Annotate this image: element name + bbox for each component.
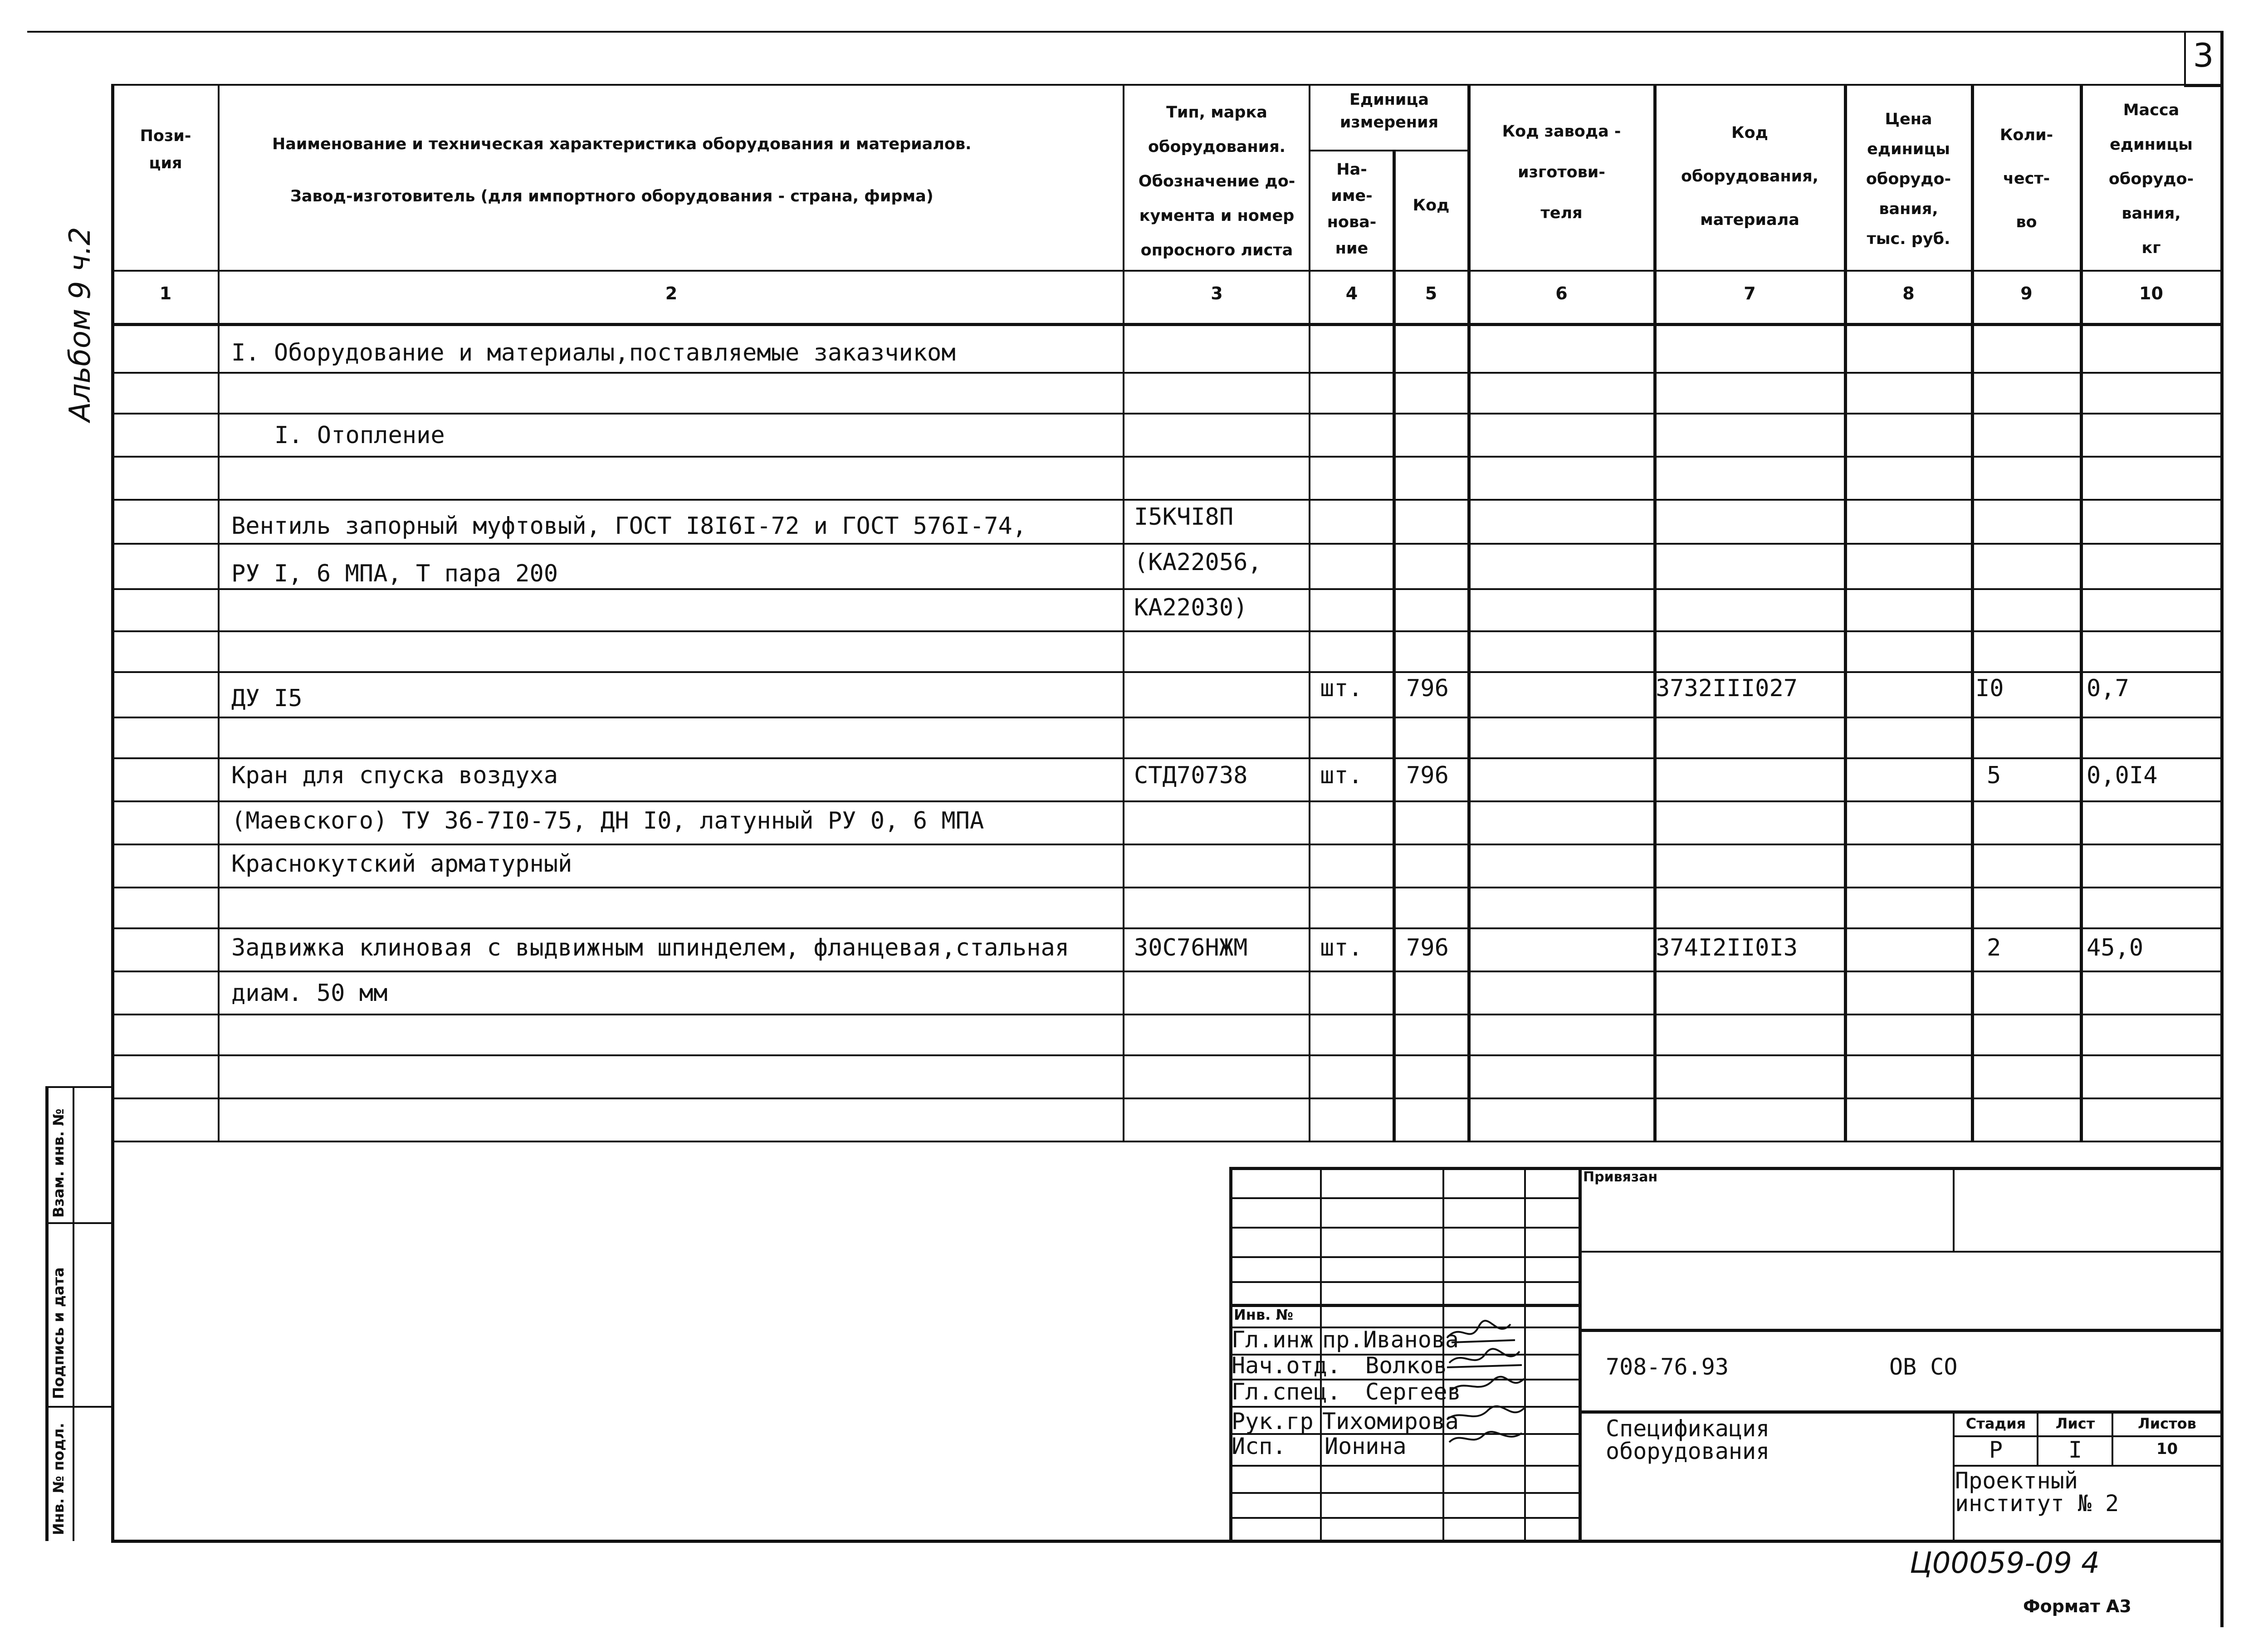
right-border [2220, 31, 2224, 1627]
column-number: 7 [1744, 283, 1756, 303]
item-name: Задвижка клиновая с выдвижным шпинделем, фланцевая,стальная [231, 934, 1070, 961]
header-equipment-code: Код оборудования, материала [1681, 124, 1818, 229]
frame-bottom [111, 1540, 2220, 1543]
item-quantity: 5 [1987, 762, 2001, 789]
sheet-value: I [2068, 1437, 2082, 1463]
format-label: Формат А3 [2023, 1596, 2131, 1616]
column-number: 1 [159, 283, 172, 303]
col-divider [218, 84, 220, 1141]
stage-label: Стадия [1965, 1415, 2026, 1432]
header-unit-group: Единица измерения [1339, 91, 1439, 132]
titleblock-row [1579, 1329, 2220, 1332]
row-line [111, 588, 2220, 590]
staff-role: Нач.отд. [1232, 1352, 1341, 1379]
item-type: 30С76НЖМ [1134, 934, 1248, 961]
document-mark: ОВ СО [1889, 1354, 1958, 1380]
titleblock-divider [1579, 1167, 1582, 1541]
item-unit-code: 796 [1406, 934, 1449, 961]
sheet-label: Лист [2055, 1415, 2095, 1432]
staff-role: Гл.спец. [1232, 1379, 1341, 1405]
header-mass: Масса единицы оборудо- вания, кг [2108, 101, 2194, 257]
column-number: 3 [1211, 283, 1223, 303]
staff-name: Сергеев [1365, 1379, 1461, 1405]
item-name: диам. 50 мм [231, 980, 388, 1007]
header-position: Пози- ция [140, 127, 191, 172]
document-title-line1: Спецификация [1606, 1415, 1770, 1442]
staff-role: Рук.гр [1232, 1408, 1314, 1434]
item-name: Краснокутский арматурный [231, 850, 572, 878]
side-strip-left [45, 1086, 49, 1541]
row-line [111, 1097, 2220, 1099]
header-quantity: Коли- чест- во [1999, 126, 2053, 231]
titleblock-row [1229, 1465, 1579, 1467]
staff-name: Ионина [1325, 1433, 1407, 1459]
document-title-line2: оборудования [1606, 1438, 1770, 1464]
row-line [111, 844, 2220, 845]
column-number: 2 [665, 283, 678, 303]
header-bottom [111, 270, 2220, 272]
item-mass: 0,7 [2087, 675, 2129, 702]
item-name: РУ I, 6 МПА, Т пара 200 [231, 560, 558, 587]
titleblock-row [1229, 1492, 1579, 1494]
top-border [27, 31, 2223, 33]
sheet-number: 3 [2193, 36, 2214, 74]
privyazan-label: Привязан [1583, 1169, 1658, 1185]
item-mass: 0,0I4 [2087, 762, 2158, 789]
item-type: СТД70738 [1134, 762, 1248, 789]
item-type: КА22030) [1134, 594, 1248, 621]
item-unit: шт. [1320, 762, 1363, 789]
col-divider [1123, 84, 1124, 1141]
signatures-scribbles [1442, 1317, 1533, 1449]
titleblock-row [1579, 1410, 2220, 1414]
titleblock-row [1229, 1281, 1579, 1283]
titleblock-divider [2112, 1410, 2113, 1465]
staff-role: Исп. [1232, 1433, 1286, 1459]
row-line [111, 456, 2220, 458]
item-type: (КА22056, [1134, 549, 1262, 576]
item-material-code: 374I2II0I3 [1656, 934, 1798, 961]
titleblock-row [1229, 1517, 1579, 1519]
column-number: 4 [1345, 283, 1358, 303]
section-title: I. Оборудование и материалы,поставляемые заказчиком [231, 339, 956, 366]
header-unit-name: На- име- нова- ние [1327, 161, 1377, 258]
organization-line2: институт № 2 [1955, 1490, 2119, 1517]
item-name: Вентиль запорный муфтовый, ГОСТ I8I6I-72 и ГОСТ 576I-74, [231, 512, 1027, 540]
stage-value: Р [1989, 1437, 2003, 1463]
item-name: (Маевского) ТУ 36-7I0-75, ДН I0, латунный РУ 0, 6 МПА [231, 807, 984, 834]
column-number: 6 [1555, 283, 1568, 303]
table-top [111, 84, 2220, 86]
side-strip-line [45, 1222, 112, 1224]
side-label-signature-date: Подпись и дата [50, 1267, 67, 1399]
colnum-bottom [111, 323, 2220, 326]
item-material-code: 3732III027 [1656, 675, 1798, 702]
titleblock-divider [1953, 1167, 1955, 1251]
archive-number: Ц00059-09 4 [1910, 1546, 2100, 1580]
row-line [111, 927, 2220, 929]
document-code: 708-76.93 [1606, 1354, 1729, 1380]
column-number: 5 [1425, 283, 1437, 303]
row-line [111, 372, 2220, 374]
subsection-title: I. Отопление [274, 422, 445, 449]
titleblock-divider [1953, 1410, 1955, 1540]
side-label-original-inv: Инв. № подл. [50, 1423, 67, 1535]
row-line [111, 499, 2220, 501]
side-strip-line [45, 1086, 112, 1088]
col-divider [1467, 84, 1471, 1141]
header-name-line2: Завод-изготовитель (для импортного оборудования - страна, фирма) [290, 187, 934, 205]
unit-group-divider [1309, 150, 1467, 151]
row-line [111, 717, 2220, 718]
item-unit: шт. [1320, 675, 1363, 702]
side-strip-divider [73, 1086, 74, 1541]
side-strip-line [45, 1406, 112, 1408]
staff-role: Гл.инж [1232, 1327, 1314, 1353]
titleblock-row [1953, 1465, 2220, 1467]
row-line [111, 800, 2220, 802]
row-line [111, 1014, 2220, 1015]
titleblock-row [1229, 1227, 1579, 1229]
col-divider [1309, 84, 1310, 1141]
titleblock-row [1229, 1197, 1579, 1199]
header-price: Цена единицы оборудо- вания, тыс. руб. [1866, 110, 1951, 248]
row-line [111, 1054, 2220, 1056]
item-name: ДУ I5 [231, 685, 303, 712]
item-unit-code: 796 [1406, 762, 1449, 789]
row-line [111, 543, 2220, 545]
staff-name: Волков [1365, 1352, 1447, 1379]
sheets-label: Листов [2138, 1415, 2196, 1432]
row-line [111, 671, 2220, 673]
row-line [111, 971, 2220, 972]
table-bottom [111, 1141, 2220, 1142]
row-line [111, 887, 2220, 888]
sheet-number-box [2184, 31, 2186, 85]
header-name-line1: Наименование и техническая характеристика оборудования и материалов. [272, 135, 972, 153]
titleblock-divider [2037, 1410, 2038, 1465]
album-note: Альбом 9 ч.2 [64, 227, 97, 422]
organization-line1: Проектный [1955, 1468, 2078, 1494]
staff-name: пр.Иванова [1322, 1327, 1459, 1353]
column-number: 10 [2139, 283, 2163, 303]
sheets-value: 10 [2156, 1440, 2178, 1458]
item-quantity: 2 [1987, 934, 2001, 961]
inv-no-label: Инв. № [1234, 1306, 1293, 1323]
column-number: 8 [1902, 283, 1915, 303]
side-label-replaced-inv: Взам. инв. № [50, 1108, 67, 1218]
item-mass: 45,0 [2087, 934, 2144, 961]
item-name: Кран для спуска воздуха [231, 762, 558, 789]
item-unit-code: 796 [1406, 675, 1449, 702]
staff-name: Тихомирова [1322, 1408, 1459, 1434]
column-number: 9 [2020, 283, 2033, 303]
titleblock-row [1579, 1251, 2220, 1253]
header-factory-code: Код завода - изготови- теля [1502, 122, 1621, 222]
item-type: I5КЧI8П [1134, 503, 1234, 531]
titleblock-top [1229, 1167, 2220, 1170]
col-divider [1653, 84, 1657, 1141]
row-line [111, 757, 2220, 759]
item-quantity: I0 [1975, 675, 2004, 702]
header-type: Тип, марка оборудования. Обозначение до- кумента и номер опросного листа [1138, 103, 1295, 259]
row-line [111, 630, 2220, 632]
row-line [111, 413, 2220, 415]
titleblock-row [1229, 1256, 1579, 1258]
item-unit: шт. [1320, 934, 1363, 961]
header-unit-code: Код [1413, 196, 1450, 215]
